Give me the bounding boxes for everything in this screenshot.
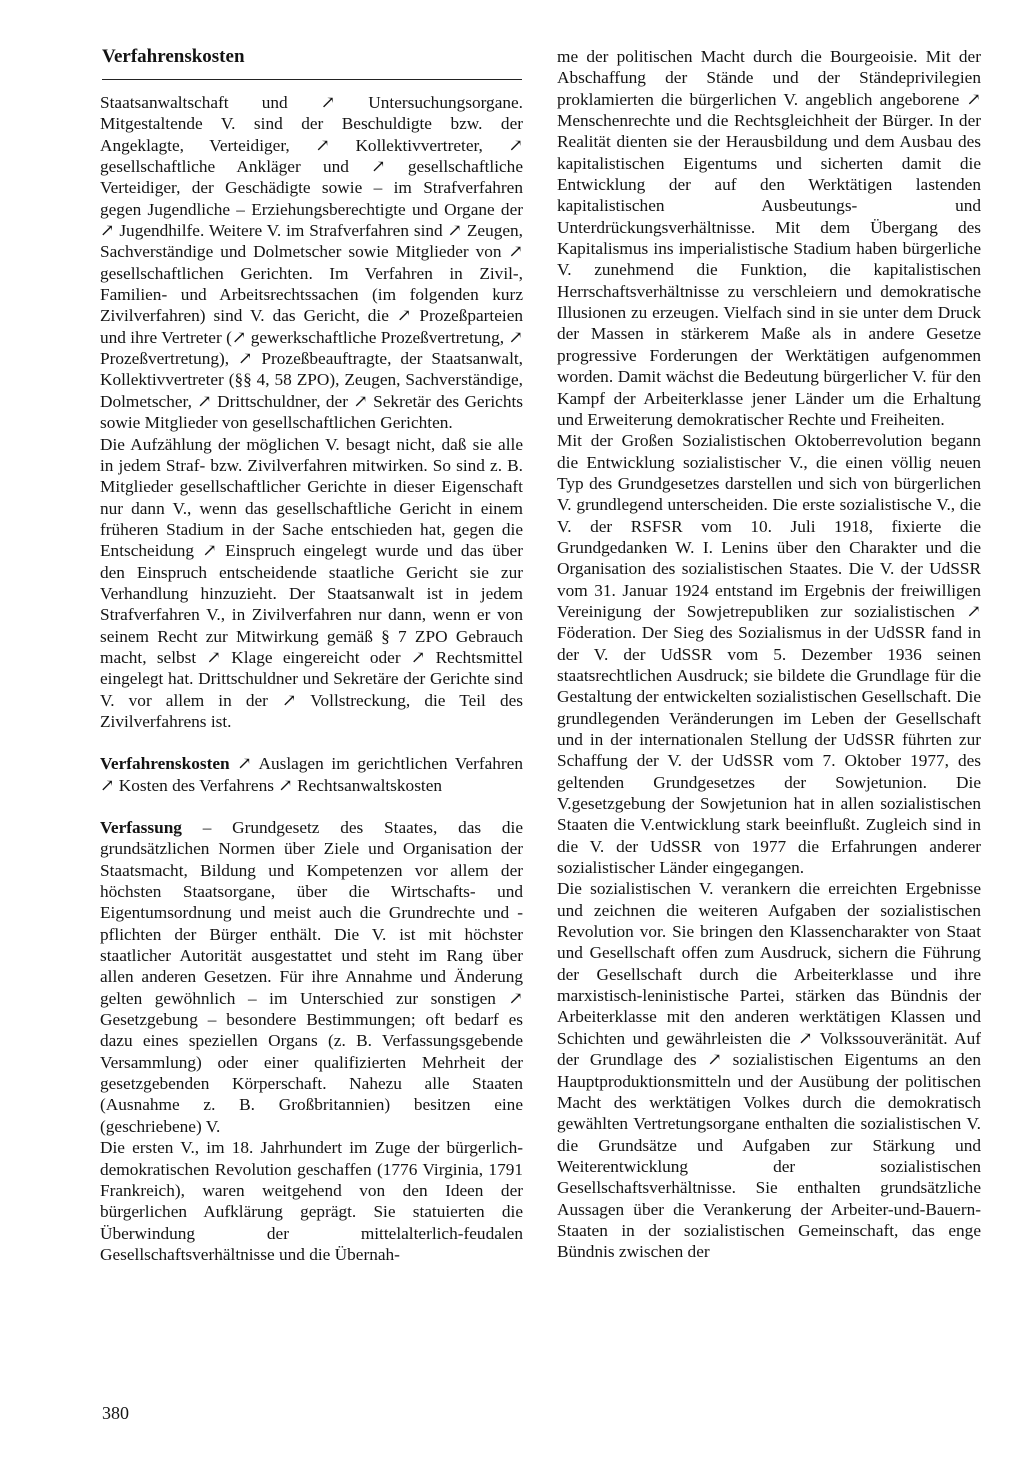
paragraph: Mit der Großen Sozialistischen Oktoberrevolution begann die Entwicklung sozialistischer V., die einen völlig neuen Typ des Grundgesetzes darstellen und sich von bürgerlichen V. grundlegend unterscheiden. Die erste sozialistische V., die V. der RSFSR vom 10. Juli 1918, fixierte die Grundgedanken W. I. Lenins über den Charakter und die Organisation des sozialistischen Staates. Die V. der UdSSR vom 31. Januar 1924 entstand im Ergebnis der freiwilligen Vereinigung der Sowjetrepubliken zur sozialistischen ↗ Föderation. Der Sieg des Sozialismus in der UdSSR fand in der V. der UdSSR vom 5. Dezember 1936 seinen staatsrechtlichen Ausdruck; sie bildete die Grundlage für die Gestaltung der entwickelten sozialistischen Gesellschaft. Die grundlegenden Veränderungen im Leben der Gesellschaft und in der internationalen Stellung der UdSSR führten zur Schaffung der V. der UdSSR vom 7. Oktober 1977, des geltenden Grundgesetzes der Sowjetunion. Die V.gesetzgebung der Sowjetunion hat in allen sozialistischen Staaten die V.entwicklung stark beeinflußt. Zugleich sind in die V. der UdSSR von 1977 die Erfahrungen anderer sozialistischer Länder eingegangen. [557, 431, 981, 878]
right-column [557, 46, 981, 1263]
header-title: Verfahrenskosten [102, 46, 245, 67]
paragraph: Die Aufzählung der möglichen V. besagt nicht, daß sie alle in jedem Straf- bzw. Zivilverfahren mitwirken. So sind z. B. Mitglieder gesellschaftlicher Gerichte in dieser Eigenschaft nur dann V., wenn das gesellschaftliche Gericht in einem früheren Stadium in der Sache entschieden hat, gegen die Entscheidung ↗ Einspruch eingelegt wurde und das über den Einspruch entscheidende staatliche Gericht sie zur Verhandlung hinzuzieht. Der Staatsanwalt ist in jedem Strafverfahren V., in Zivilverfahren nur dann, wenn er von seinem Recht zur Mitwirkung gemäß § 7 ZPO Gebrauch macht, selbst ↗ Klage eingereicht oder ↗ Rechtsmittel eingelegt hat. Drittschuldner und Sekretäre der Gerichte sind V. vor allem in der ↗ Vollstreckung, die Teil des Zivilverfahrens ist. [100, 434, 523, 731]
entry-term: Verfahrenskosten [100, 754, 230, 774]
entry-verfassung [100, 817, 523, 1137]
entry-text: – Grundgesetz des Staates, das die grundsätzlichen Normen über Ziele und Organisation der Staatsmacht, Bildung und Kompetenzen vor allem der höchsten Staatsorgane, über die Wirtschafts- und Eigentumsordnung und meist auch die Grundrechte und -pflichten der Bürger enthält. Die V. ist mit höchster staatlicher Autorität ausgestattet und steht im Rang über allen anderen Gesetzen. Für ihre Annahme und Änderung gelten gewöhnlich – im Unterschied zur sonstigen ↗ Gesetzgebung – besondere Bestimmungen; oft bedarf es dazu eines speziellen Organs (z. B. Verfassungsgebende Versammlung) oder einer qualifizierten Mehrheit der gesetzgebenden Körperschaft. Nahezu alle Staaten (Ausnahme z. B. Großbritannien) besitzen eine (geschriebene) V. [100, 818, 523, 1136]
header-rule [102, 79, 522, 80]
entry-verfahrenskosten [100, 753, 523, 796]
page-number: 380 [102, 1403, 129, 1423]
left-column [100, 92, 523, 1265]
paragraph: Die sozialistischen V. verankern die erreichten Ergebnisse und zeichnen die weiteren Aufgaben der sozialistischen Revolution vor. Sie bringen den Klassencharakter von Staat und Gesellschaft offen zum Ausdruck, sichern die Führung der Gesellschaft durch die Arbeiterklasse und ihre marxistisch-leninistische Partei, stärken das Bündnis der Arbeiterklasse mit den anderen werktätigen Klassen und Schichten und gewährleisten die ↗ Volkssouveränität. Auf der Grundlage des ↗ sozialistischen Eigentums an den Hauptproduktionsmitteln und der Ausübung der politischen Macht des werktätigen Volkes durch die demokratisch gewählten Vertretungsorgane enthalten die sozialistischen V. die Grundsätze und Aufgaben zur Stärkung und Weiterentwicklung der sozialistischen Gesellschaftsverhältnisse. Sie enthalten grundsätzliche Aussagen über die Verankerung der Arbeiter-und-Bauern-Staaten in der sozialistischen Gemeinschaft, das enge Bündnis zwischen der [557, 879, 981, 1262]
paragraph: me der politischen Macht durch die Bourgeoisie. Mit der Abschaffung der Stände und der Ständeprivilegien proklamierten die bürgerlichen V. angeblich angeborene ↗ Menschenrechte und die Rechtsgleichheit der Bürger. In der Realität dienten sie der Herausbildung und dem Ausbau des kapitalistischen Eigentums und sicherten damit die Entwicklung der auf den Werktätigen lastenden kapitalistischen Ausbeutungs- und Unterdrückungsverhältnisse. Mit dem Übergang des Kapitalismus ins imperialistische Stadium haben bürgerliche V. zunehmend die Funktion, die kapitalistischen Herrschaftsverhältnisse zu verschleiern und demokratische Illusionen zu erzeugen. Vielfach sind in sie unter dem Druck der Massen in stärkerem Maße als in andere Gesetze progressive Forderungen der Werktätigen aufgenommen worden. Damit wächst die Bedeutung bürgerlicher V. für den Kampf der Arbeiterklasse jener Länder um die Erhaltung und Erweiterung demokratischer Rechte und Freiheiten. [557, 47, 981, 429]
paragraph: Staatsanwaltschaft und ↗ Untersuchungsorgane. Mitgestaltende V. sind der Beschuldigte bzw. der Angeklagte, Verteidiger, ↗ Kollektivvertreter, ↗ gesellschaftliche Ankläger und ↗ gesellschaftliche Verteidiger, der Geschädigte sowie – im Strafverfahren gegen Jugendliche – Erziehungsberechtigte und Organe der ↗ Jugendhilfe. Weitere V. im Strafverfahren sind ↗ Zeugen, Sachverständige und Dolmetscher sowie Mitglieder von ↗ gesellschaftlichen Gerichten. Im Verfahren in Zivil-, Familien- und Arbeitsrechtssachen (im folgenden kurz Zivilverfahren) sind V. das Gericht, die ↗ Prozeßparteien und ihre Vertreter (↗ gewerkschaftliche Prozeßvertretung, ↗ Prozeßvertretung), ↗ Prozeßbeauftragte, der Staatsanwalt, Kollektivvertreter (§§ 4, 58 ZPO), Zeugen, Sachverständige, Dolmetscher, ↗ Drittschuldner, der ↗ Sekretär des Gerichts sowie Mitglieder von gesellschaftlichen Gerichten. [100, 93, 523, 433]
paragraph: Die ersten V., im 18. Jahrhundert im Zuge der bürgerlich-demokratischen Revolution geschaffen (1776 Virginia, 1791 Frankreich), waren weitgehend von den Ideen der bürgerlichen Aufklärung geprägt. Sie statuierten die Überwindung der mittelalterlich-feudalen Gesellschaftsverhältnisse und die Übernah- [100, 1138, 523, 1264]
entry-text: ↗ Auslagen im gerichtlichen Verfahren ↗ Kosten des Verfahrens ↗ Rechtsanwaltskosten [100, 754, 523, 795]
entry-term: Verfassung [100, 818, 182, 837]
running-header [102, 46, 522, 68]
